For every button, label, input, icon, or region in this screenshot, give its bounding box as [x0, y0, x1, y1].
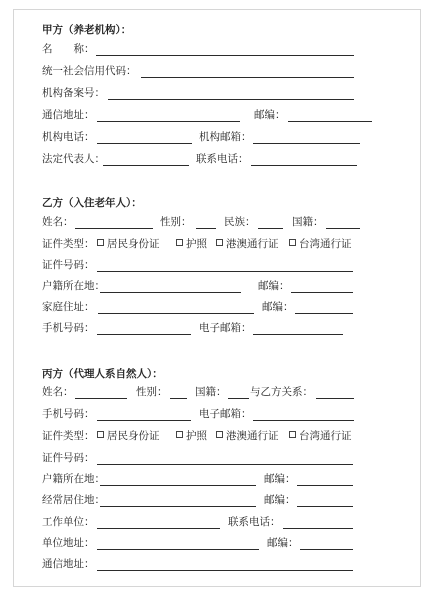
checkbox-icon[interactable] [176, 431, 183, 438]
party-c-name-label: 姓名： [42, 386, 74, 398]
party-c-id-no-field[interactable] [97, 464, 353, 465]
checkbox-icon[interactable] [289, 431, 296, 438]
party-c-postcode-field-2[interactable] [297, 506, 353, 507]
party-c-title: 丙方（代理人系自然人）： [42, 368, 163, 380]
party-b-nationality-label: 国籍： [292, 216, 324, 228]
party-c-contact-phone-field[interactable] [283, 528, 353, 529]
party-c-hukou-field[interactable] [100, 485, 256, 486]
party-b-gender-field[interactable] [196, 228, 216, 229]
party-c-contact-phone-label: 联系电话： [228, 516, 281, 528]
party-b-postcode-field-1[interactable] [291, 292, 353, 293]
party-c-nationality-label: 国籍： [195, 386, 227, 398]
party-b-postcode-label-1: 邮编： [258, 280, 290, 292]
party-c-id-type-label: 证件类型： [42, 430, 95, 442]
party-b-id-no-field[interactable] [97, 271, 353, 272]
party-b-ethnicity-field[interactable] [258, 228, 283, 229]
party-c-work-field[interactable] [97, 528, 220, 529]
party-b-id-option-label: 港澳通行证 [226, 238, 279, 250]
party-c-name-field[interactable] [75, 398, 127, 399]
party-c-id-option-label: 港澳通行证 [226, 430, 279, 442]
party-a-rep-field[interactable] [103, 165, 189, 166]
party-a-contact-phone-field[interactable] [251, 165, 357, 166]
party-c-email-label: 电子邮箱： [199, 408, 252, 420]
checkbox-icon[interactable] [97, 431, 104, 438]
party-b-home-label: 家庭住址： [42, 301, 95, 313]
party-a-name-field[interactable] [96, 55, 354, 56]
party-b-id-type-label: 证件类型： [42, 238, 95, 250]
party-b-id-option-resident[interactable] [97, 238, 160, 251]
party-b-id-option-label: 护照 [186, 238, 207, 250]
party-b-id-option-label: 台湾通行证 [299, 238, 352, 250]
party-c-address-label: 通信地址： [42, 558, 95, 570]
checkbox-icon[interactable] [176, 239, 183, 246]
party-b-ethnicity-label: 民族： [224, 216, 256, 228]
party-c-gender-field[interactable] [170, 398, 187, 399]
party-c-postcode-label-1: 邮编： [264, 473, 296, 485]
party-a-email-field[interactable] [253, 143, 360, 144]
party-a-postcode-label: 邮编： [254, 109, 286, 121]
party-a-record-no-label: 机构备案号： [42, 87, 105, 99]
party-b-email-label: 电子邮箱： [199, 322, 252, 334]
party-a-address-label: 通信地址： [42, 109, 95, 121]
party-c-postcode-field-3[interactable] [300, 549, 353, 550]
party-a-title: 甲方（养老机构）： [42, 24, 132, 36]
party-c-gender-label: 性别： [136, 386, 168, 398]
party-c-id-option-resident[interactable] [97, 430, 160, 443]
party-a-name-label: 名 称： [42, 43, 95, 55]
party-c-id-option-hk-macao[interactable] [216, 430, 279, 443]
party-b-name-field[interactable] [75, 228, 153, 229]
party-b-email-field[interactable] [253, 334, 343, 335]
party-b-id-option-hk-macao[interactable] [216, 238, 279, 251]
party-c-residence-field[interactable] [100, 506, 256, 507]
party-c-relation-field[interactable] [316, 398, 354, 399]
party-b-postcode-label-2: 邮编： [262, 301, 294, 313]
party-b-id-option-passport[interactable] [176, 238, 207, 251]
party-a-email-label: 机构邮箱： [199, 131, 252, 143]
party-a-record-no-field[interactable] [108, 99, 354, 100]
party-c-postcode-label-2: 邮编： [264, 494, 296, 506]
party-c-postcode-field-1[interactable] [297, 485, 353, 486]
party-c-id-option-passport[interactable] [176, 430, 207, 443]
party-a-credit-code-field[interactable] [141, 77, 354, 78]
party-c-work-label: 工作单位： [42, 516, 95, 528]
party-c-postcode-label-3: 邮编： [267, 537, 299, 549]
party-c-id-option-label: 台湾通行证 [299, 430, 352, 442]
party-c-mobile-field[interactable] [97, 420, 191, 421]
party-c-id-option-taiwan[interactable] [289, 430, 352, 443]
party-c-id-no-label: 证件号码： [42, 452, 95, 464]
party-c-mobile-label: 手机号码： [42, 408, 95, 420]
party-b-nationality-field[interactable] [326, 228, 360, 229]
party-b-mobile-field[interactable] [97, 334, 191, 335]
party-a-postcode-field[interactable] [288, 121, 372, 122]
checkbox-icon[interactable] [216, 239, 223, 246]
party-b-id-no-label: 证件号码： [42, 259, 95, 271]
party-b-mobile-label: 手机号码： [42, 322, 95, 334]
party-a-address-field[interactable] [97, 121, 240, 122]
party-b-name-label: 姓名： [42, 216, 74, 228]
party-a-phone-field[interactable] [97, 143, 192, 144]
party-c-work-address-label: 单位地址： [42, 537, 95, 549]
checkbox-icon[interactable] [216, 431, 223, 438]
party-c-residence-label: 经常居住地： [42, 494, 105, 506]
party-b-id-option-label: 居民身份证 [107, 238, 160, 250]
party-a-rep-label: 法定代表人： [42, 153, 105, 165]
party-a-phone-label: 机构电话： [42, 131, 95, 143]
party-c-id-option-label: 护照 [186, 430, 207, 442]
party-c-relation-label: 与乙方关系： [250, 386, 313, 398]
party-c-hukou-label: 户籍所在地： [42, 473, 105, 485]
party-b-title: 乙方（入住老年人）： [42, 197, 142, 209]
party-b-gender-label: 性别： [160, 216, 192, 228]
checkbox-icon[interactable] [289, 239, 296, 246]
party-b-hukou-field[interactable] [100, 292, 241, 293]
party-c-email-field[interactable] [253, 420, 354, 421]
party-b-id-option-taiwan[interactable] [289, 238, 352, 251]
party-b-hukou-label: 户籍所在地： [42, 280, 105, 292]
checkbox-icon[interactable] [97, 239, 104, 246]
party-c-address-field[interactable] [97, 570, 353, 571]
party-c-nationality-field[interactable] [228, 398, 249, 399]
party-b-postcode-field-2[interactable] [295, 313, 353, 314]
party-a-credit-code-label: 统一社会信用代码： [42, 65, 137, 77]
party-c-work-address-field[interactable] [97, 549, 259, 550]
party-b-home-field[interactable] [98, 313, 254, 314]
party-c-id-option-label: 居民身份证 [107, 430, 160, 442]
party-a-contact-phone-label: 联系电话： [196, 153, 249, 165]
